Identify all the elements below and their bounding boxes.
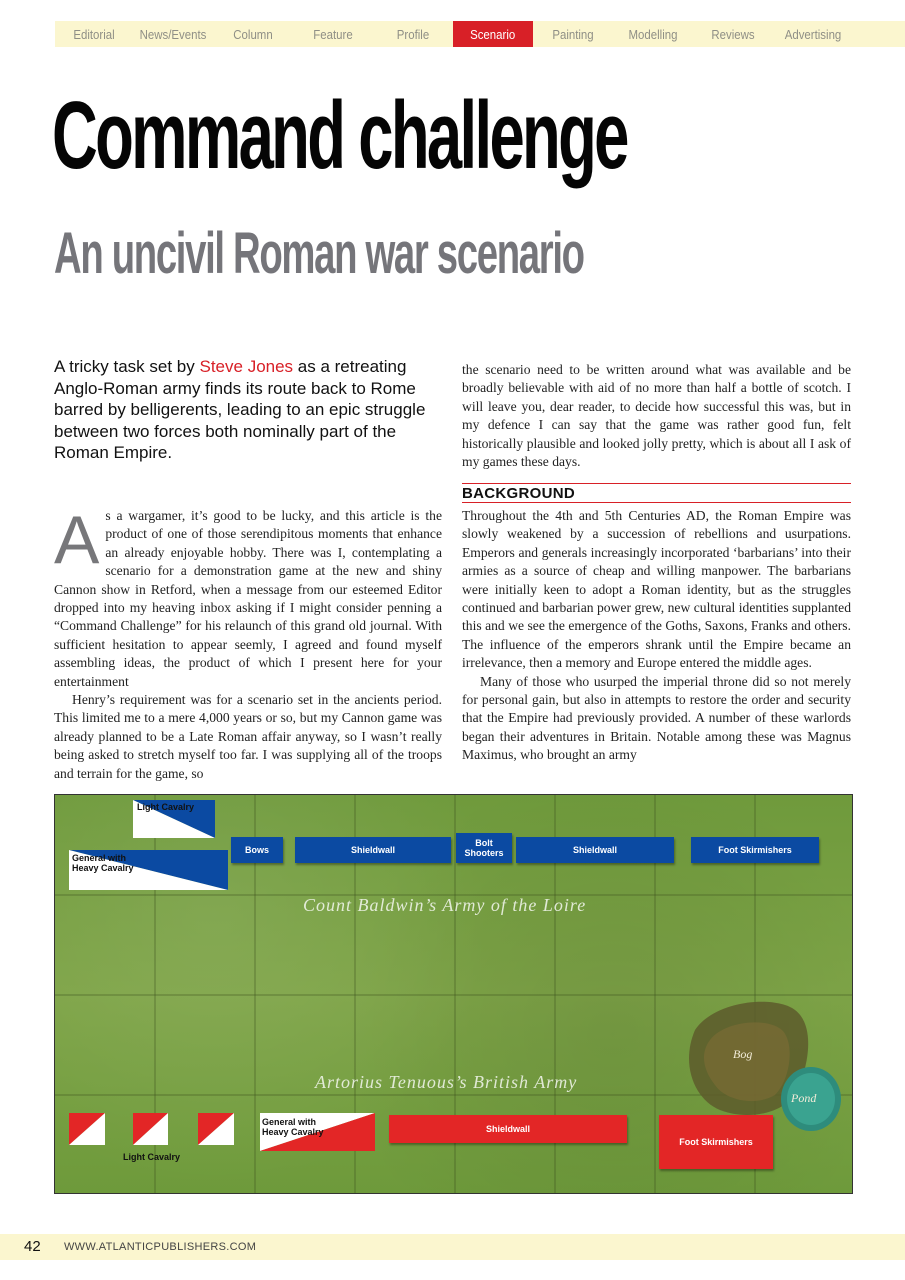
nav-scenario-label: Scenario xyxy=(470,27,516,42)
blue-shieldwall-2: Shieldwall xyxy=(516,837,674,863)
pond-label: Pond xyxy=(791,1091,817,1105)
nav-modelling[interactable]: Modelling xyxy=(628,27,678,42)
nav-profile[interactable]: Profile xyxy=(396,27,430,42)
section-nav xyxy=(55,21,905,47)
website-url[interactable]: WWW.ATLANTICPUBLISHERS.COM xyxy=(64,1241,257,1253)
red-foot-skirmishers: Foot Skirmishers xyxy=(659,1115,773,1169)
blue-army-label: Count Baldwin’s Army of the Loire xyxy=(303,895,587,915)
battlefield-map xyxy=(54,794,853,1194)
article-paragraph: Henry’s requirement was for a scenario set in the ancients period. This limited me to a mere 4,000 years or so, but my Cannon game was already planned to be a Late Roman affair anyway, so I wasn’t really being asked to stretch myself too far. I was supplying all of the troops and terrain for the game, so xyxy=(54,692,442,781)
red-shieldwall: Shieldwall xyxy=(389,1115,627,1143)
page-subtitle: An uncivil Roman war scenario xyxy=(54,221,584,286)
red-light-cavalry-label: Light Cavalry xyxy=(123,1152,181,1162)
red-army-label: Artorius Tenuous’s British Army xyxy=(315,1072,578,1092)
left-column xyxy=(54,502,442,783)
article-paragraph xyxy=(54,502,442,691)
right-column-body xyxy=(462,507,851,765)
drop-cap: A xyxy=(54,502,100,578)
article-paragraph: the scenario need to be written around what was available and be broadly believable with aid of no more than half a bottle of scotch. I will leave you, dear reader, to decide how successful this was, but in my defence I can say that the game was rather good fun, felt historically plausible and looked jolly pretty, which is about all I ask of my games these days. xyxy=(462,362,851,470)
red-general-label: General with Heavy Cavalry xyxy=(262,1117,324,1137)
article-paragraph: Many of those who usurped the imperial throne did so not merely for personal gain, but also in attempts to restore the order and security that the Empire had previously provided. A number of these warlords began their adventures in Britain. Notable among these was Magnus Maximus, who brought an army xyxy=(462,673,851,763)
bog-label: Bog xyxy=(733,1047,753,1061)
nav-scenario[interactable] xyxy=(453,21,533,47)
blue-light-cavalry-label: Light Cavalry xyxy=(137,802,195,812)
page-number: 42 xyxy=(24,1238,41,1255)
red-light-cavalry-group xyxy=(69,1113,234,1145)
blue-shieldwall-1: Shieldwall xyxy=(295,837,451,863)
paragraph-text: s a wargamer, it’s good to be lucky, and this article is the product of one of those serendipitous moments that enhance an already enjoyable hobby. There was I, contemplating a scenario for a demonstration game at the new and shiny Cannon show in Retford, when a message from our esteemed Editor dropped into my heaving inbox asking if I might consider penning a “Command Challenge” for his relaunch of this grand old journal. With sufficient hesitation to appear seemly, I agreed and found myself assembling ideas, the product of which I present here for your entertainment xyxy=(54,508,442,689)
nav-advertising[interactable]: Advertising xyxy=(784,27,842,42)
blue-bows: Bows xyxy=(231,837,283,863)
nav-column[interactable]: Column xyxy=(233,27,273,42)
nav-editorial[interactable]: Editorial xyxy=(73,27,115,42)
blue-bolt-shooters: Bolt Shooters xyxy=(456,833,512,863)
nav-reviews[interactable]: Reviews xyxy=(711,27,755,42)
author-name: Steve Jones xyxy=(199,357,294,376)
intro-text-before: A tricky task set by xyxy=(54,357,200,376)
article-paragraph: Throughout the 4th and 5th Centuries AD, the Roman Empire was slowly weakened by a succession of rebellions and usurpations. Emperors and generals increasingly incorporated ‘barbarians’ into their armies as a source of cheap and willing manpower. The barbarians were initially keen to adopt a Roman identity, but as the struggles continued and barbarian power grew, new cultural identities supplanted this and we see the emergence of the Goths, Saxons, Franks and others. The influence of the emperors shrank until the Empire became an irrelevance, then a memory and Europe entered the middle ages. xyxy=(462,508,851,671)
nav-painting[interactable]: Painting xyxy=(552,27,594,42)
section-heading-background: BACKGROUND xyxy=(462,483,851,503)
nav-feature[interactable]: Feature xyxy=(313,27,353,42)
right-column-top xyxy=(462,361,851,471)
intro-standfirst xyxy=(54,356,454,464)
page-footer xyxy=(0,1234,905,1260)
blue-foot-skirmishers: Foot Skirmishers xyxy=(691,837,819,863)
intro-text-after: as a retreating Anglo-Roman army finds its route back to Rome barred by belligerents, leading to an epic struggle between two forces both nominally part of the Roman Empire. xyxy=(54,357,426,462)
blue-general-label: General with Heavy Cavalry xyxy=(72,853,134,873)
page-title: Command challenge xyxy=(52,82,627,189)
nav-news-events[interactable]: News/Events xyxy=(139,27,207,42)
